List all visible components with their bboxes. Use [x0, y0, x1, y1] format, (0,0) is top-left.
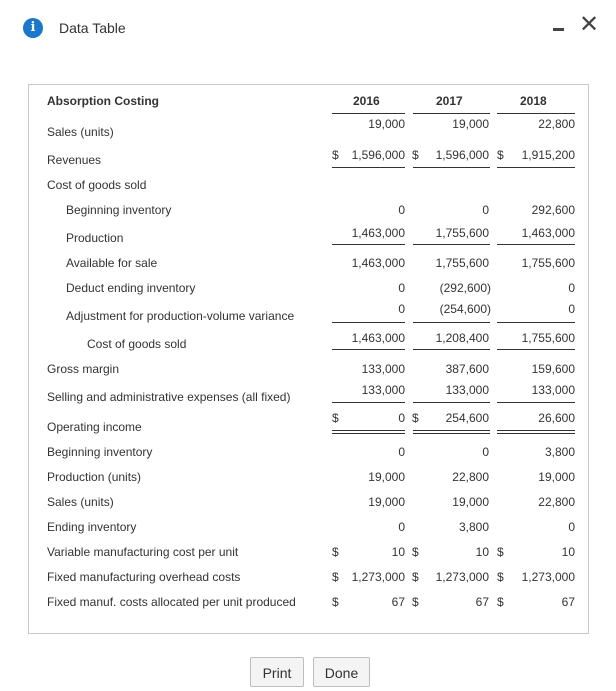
underline-rule — [497, 244, 575, 245]
close-button[interactable]: ✕ — [578, 11, 600, 38]
table-row — [0, 178, 616, 198]
cell-2017: 19,000 — [452, 495, 489, 509]
table-row — [0, 256, 616, 276]
cell-2017: 19,000 — [452, 117, 489, 131]
cell-2017: (254,600) — [439, 302, 491, 316]
print-button[interactable]: Print — [250, 657, 304, 687]
cell-2018: 292,600 — [531, 203, 575, 217]
table-row-values — [0, 411, 616, 431]
table-row-values — [0, 226, 616, 246]
dollar-sign: $ — [412, 411, 419, 425]
year-2018-header: 2018 — [520, 94, 547, 108]
cell-2017: 133,000 — [445, 383, 489, 397]
dialog-titlebar — [0, 0, 616, 60]
dollar-sign: $ — [332, 148, 339, 162]
cell-2016: 133,000 — [361, 383, 405, 397]
cell-2017: (292,600) — [439, 281, 491, 295]
table-row — [0, 520, 616, 540]
cell-2018: 0 — [568, 520, 575, 534]
row-label: Variable manufacturing cost per unit — [47, 545, 239, 559]
table-header-label: Absorption Costing — [47, 94, 159, 108]
cell-2017: 1,596,000 — [435, 148, 489, 162]
header-rule-2017 — [413, 113, 490, 114]
cell-2018: 19,000 — [538, 470, 575, 484]
cell-2018: 22,800 — [538, 495, 575, 509]
dollar-sign: $ — [497, 148, 504, 162]
underline-rule — [497, 167, 575, 168]
cell-2018: 1,755,600 — [521, 331, 575, 345]
cell-2016: 10 — [391, 545, 405, 559]
table-row-values — [0, 383, 616, 403]
double-rule — [413, 430, 490, 431]
header-rule-2016 — [332, 113, 405, 114]
dollar-sign: $ — [412, 545, 419, 559]
row-label: Revenues — [47, 153, 102, 167]
cell-2016: 19,000 — [368, 495, 405, 509]
cell-2018: 133,000 — [531, 383, 575, 397]
row-label: Cost of goods sold — [87, 337, 187, 351]
row-label: Available for sale — [66, 256, 158, 270]
cell-2018: 0 — [568, 302, 575, 316]
cell-2017: 67 — [475, 595, 489, 609]
minimize-button[interactable] — [552, 20, 566, 34]
cell-2018: 0 — [568, 281, 575, 295]
underline-rule — [332, 167, 405, 168]
underline-rule — [497, 349, 575, 350]
cell-2018: 26,600 — [538, 411, 575, 425]
table-row-values — [0, 331, 616, 351]
cell-2017: 1,273,000 — [435, 570, 489, 584]
year-2017-header: 2017 — [436, 94, 463, 108]
cell-2016: 1,273,000 — [351, 570, 405, 584]
cell-2016: 0 — [398, 281, 405, 295]
cell-2018: 1,915,200 — [521, 148, 575, 162]
table-row — [0, 470, 616, 490]
cell-2017: 1,755,600 — [435, 256, 489, 270]
table-row — [0, 570, 616, 590]
row-label: Sales (units) — [47, 495, 114, 509]
dollar-sign: $ — [412, 595, 419, 609]
cell-2018: 1,755,600 — [521, 256, 575, 270]
dollar-sign: $ — [332, 411, 339, 425]
cell-2016: 67 — [391, 595, 405, 609]
row-label: Ending inventory — [47, 520, 137, 534]
table-row — [0, 495, 616, 515]
cell-2018: 22,800 — [538, 117, 575, 131]
dollar-sign: $ — [332, 570, 339, 584]
row-label: Gross margin — [47, 362, 120, 376]
cell-2017: 3,800 — [458, 520, 489, 534]
cell-2017: 254,600 — [445, 411, 489, 425]
double-rule — [332, 433, 405, 434]
double-rule — [497, 430, 575, 431]
underline-rule — [413, 322, 490, 323]
row-label: Beginning inventory — [47, 445, 153, 459]
cell-2016: 1,596,000 — [351, 148, 405, 162]
cell-2018: 67 — [561, 595, 575, 609]
double-rule — [413, 433, 490, 434]
cell-2018: 159,600 — [531, 362, 575, 376]
row-label: Selling and administrative expenses (all fixed) — [47, 390, 291, 404]
cell-2016: 0 — [398, 520, 405, 534]
underline-rule — [332, 244, 405, 245]
cell-2016: 1,463,000 — [351, 331, 405, 345]
done-button[interactable]: Done — [313, 657, 370, 687]
cell-2016: 0 — [398, 445, 405, 459]
row-label: Adjustment for production-volume variance — [66, 309, 295, 323]
year-2016-header: 2016 — [353, 94, 380, 108]
cell-2016: 1,463,000 — [351, 226, 405, 240]
underline-rule — [332, 349, 405, 350]
cell-2017: 387,600 — [445, 362, 489, 376]
underline-rule — [413, 402, 490, 403]
cell-2016: 133,000 — [361, 362, 405, 376]
underline-rule — [413, 167, 490, 168]
table-header-row — [0, 94, 616, 114]
dollar-sign: $ — [497, 595, 504, 609]
underline-rule — [497, 402, 575, 403]
cell-2016: 1,463,000 — [351, 256, 405, 270]
cell-2016: 0 — [398, 203, 405, 217]
table-row — [0, 545, 616, 565]
header-rule-2018 — [497, 113, 575, 114]
cell-2017: 22,800 — [452, 470, 489, 484]
cell-2017: 1,755,600 — [435, 226, 489, 240]
row-label: Beginning inventory — [66, 203, 172, 217]
table-row-values — [0, 117, 616, 137]
dollar-sign: $ — [412, 570, 419, 584]
row-label: Deduct ending inventory — [66, 281, 196, 295]
table-row-values — [0, 302, 616, 322]
cell-2017: 0 — [482, 445, 489, 459]
row-label: Production (units) — [47, 470, 142, 484]
cell-2018: 1,463,000 — [521, 226, 575, 240]
table-row — [0, 445, 616, 465]
underline-rule — [413, 244, 490, 245]
cell-2016: 19,000 — [368, 117, 405, 131]
cell-2017: 1,208,400 — [435, 331, 489, 345]
dollar-sign: $ — [497, 545, 504, 559]
underline-rule — [332, 402, 405, 403]
row-label: Sales (units) — [47, 125, 114, 139]
underline-rule — [332, 322, 405, 323]
row-label: Fixed manufacturing overhead costs — [47, 570, 241, 584]
cell-2016: 19,000 — [368, 470, 405, 484]
row-label: Operating income — [47, 420, 142, 434]
cell-2018: 10 — [561, 545, 575, 559]
dollar-sign: $ — [332, 545, 339, 559]
cell-2017: 0 — [482, 203, 489, 217]
table-row — [0, 595, 616, 615]
cell-2018: 3,800 — [544, 445, 575, 459]
dollar-sign: $ — [332, 595, 339, 609]
row-label: Cost of goods sold — [47, 178, 147, 192]
dollar-sign: $ — [497, 570, 504, 584]
cell-2016: 0 — [398, 411, 405, 425]
double-rule — [497, 433, 575, 434]
cell-2017: 10 — [475, 545, 489, 559]
cell-2016: 0 — [398, 302, 405, 316]
table-row-values — [0, 148, 616, 168]
dialog-title: Data Table — [59, 20, 126, 36]
info-icon: i — [23, 18, 43, 38]
row-label: Fixed manuf. costs allocated per unit produced — [47, 595, 296, 609]
dollar-sign: $ — [412, 148, 419, 162]
table-row — [0, 362, 616, 382]
cell-2018: 1,273,000 — [521, 570, 575, 584]
table-row — [0, 281, 616, 301]
underline-rule — [413, 349, 490, 350]
underline-rule — [497, 322, 575, 323]
table-row — [0, 203, 616, 223]
double-rule — [332, 430, 405, 431]
row-label: Production — [66, 231, 124, 245]
